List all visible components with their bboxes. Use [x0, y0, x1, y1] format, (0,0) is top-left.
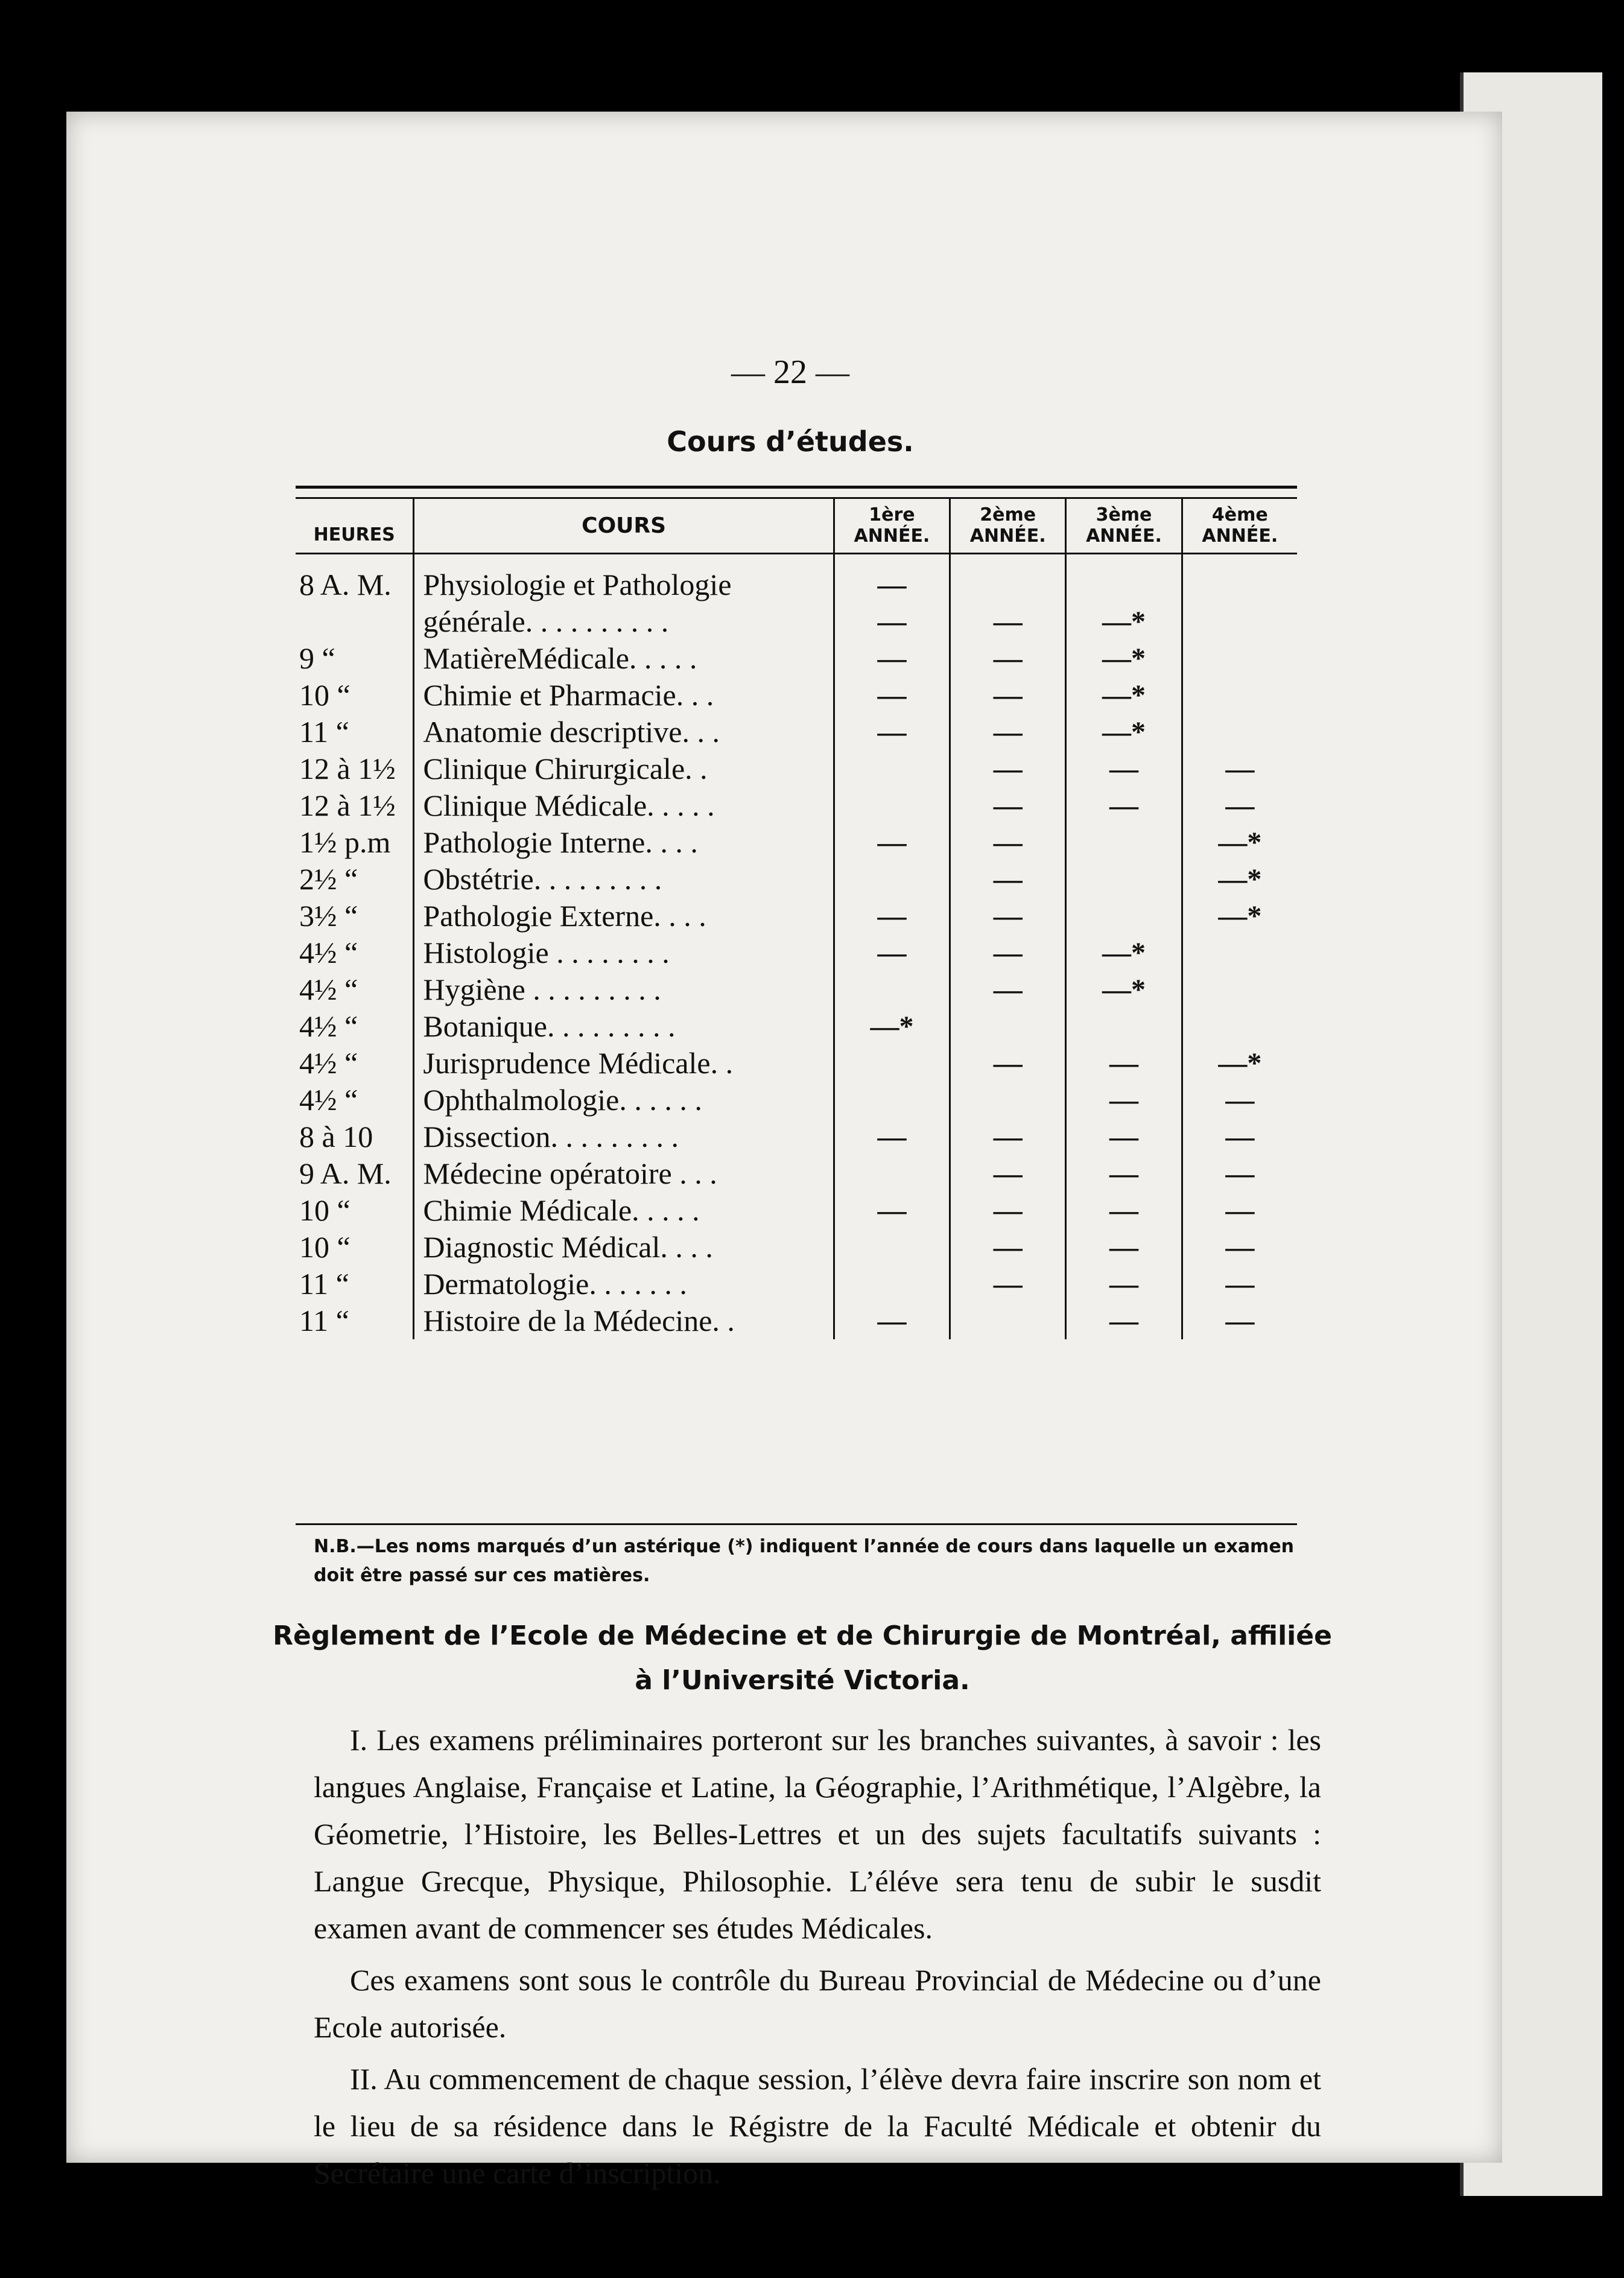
- year-4-cell: —: [1182, 1302, 1297, 1339]
- cours-cell: Pathologie Externe. . . .: [414, 898, 834, 934]
- year-4-cell: —: [1182, 1118, 1297, 1155]
- year-4-cell: —: [1182, 1192, 1297, 1229]
- year-2-cell: —: [950, 1045, 1066, 1082]
- year-1-cell: —: [834, 603, 950, 640]
- heure-cell: [296, 603, 414, 640]
- paragraph: II. Au commencement de chaque session, l’élève devra faire inscrire son nom et le lieu de sa résidence dans le Régistre de la Faculté Médicale et obtenir du Secrétaire une carte d’inscription.: [314, 2062, 1321, 2190]
- header-year-4: 4ème ANNÉE.: [1182, 499, 1297, 554]
- cours-cell: Anatomie descriptive. . .: [414, 714, 834, 750]
- year-3-cell: —*: [1066, 971, 1182, 1008]
- heure-cell: 11 “: [299, 1304, 349, 1337]
- table-row: [296, 714, 1297, 750]
- cours-cell: Clinique Chirurgicale. .: [414, 750, 834, 787]
- heure-cell: 1½ p.m: [299, 825, 391, 859]
- year-2-cell: —: [950, 1229, 1066, 1266]
- heure-cell: 10 “: [299, 678, 350, 712]
- year-2-cell: —: [950, 750, 1066, 787]
- year-2-cell: [950, 1302, 1066, 1339]
- year-4-cell: [1182, 971, 1297, 1008]
- year-3-cell: [1066, 554, 1182, 604]
- year-1-cell: [834, 1082, 950, 1118]
- year-4-cell: [1182, 640, 1297, 677]
- year-1-cell: —: [834, 714, 950, 750]
- year-3-cell: —: [1066, 1155, 1182, 1192]
- year-1-cell: —: [834, 677, 950, 714]
- cours-cell: MatièreMédicale. . . . .: [414, 640, 834, 677]
- cours-cell: Histoire de la Médecine. .: [414, 1302, 834, 1339]
- year-1-cell: [834, 1266, 950, 1302]
- reglement-title: Règlement de l’Ecole de Médecine et de Chirurgie de Montréal, affiliée à l’Université Victoria.: [273, 1620, 1332, 1696]
- year-4-cell: [1182, 677, 1297, 714]
- year-3-cell: —*: [1066, 603, 1182, 640]
- cours-cell: Médecine opératoire . . .: [414, 1155, 834, 1192]
- cours-cell: Chimie et Pharmacie. . .: [414, 677, 834, 714]
- cours-cell: Diagnostic Médical. . . .: [414, 1229, 834, 1266]
- cours-cell: Histologie . . . . . . . .: [414, 934, 834, 971]
- year-1-cell: —: [834, 934, 950, 971]
- table-row: [296, 603, 1297, 640]
- cours-cell: Physiologie et Pathologie: [414, 554, 834, 604]
- heure-cell: 9 “: [299, 641, 335, 675]
- year-1-cell: [834, 787, 950, 824]
- year-2-cell: —: [950, 861, 1066, 898]
- year-2-cell: [950, 1008, 1066, 1045]
- year-4-cell: —: [1182, 787, 1297, 824]
- year-3-cell: [1066, 824, 1182, 861]
- year-4-cell: —: [1182, 1082, 1297, 1118]
- table-row: [296, 640, 1297, 677]
- year-1-cell: [834, 750, 950, 787]
- header-cours: COURS: [414, 499, 834, 554]
- year-3-cell: —*: [1066, 677, 1182, 714]
- year-2-cell: [950, 554, 1066, 604]
- year-4-cell: —: [1182, 750, 1297, 787]
- year-3-cell: —: [1066, 750, 1182, 787]
- year-4-cell: —*: [1182, 861, 1297, 898]
- year-1-cell: —: [834, 898, 950, 934]
- cours-cell: Jurisprudence Médicale. .: [414, 1045, 834, 1082]
- year-4-cell: [1182, 603, 1297, 640]
- table-row: [296, 1229, 1297, 1266]
- table-row: [296, 824, 1297, 861]
- header-year-3: 3ème ANNÉE.: [1066, 499, 1182, 554]
- table-row: [296, 554, 1297, 604]
- table-body: [296, 554, 1297, 1340]
- year-2-cell: —: [950, 603, 1066, 640]
- year-2-cell: —: [950, 898, 1066, 934]
- table-row: [296, 898, 1297, 934]
- year-3-cell: —: [1066, 1302, 1182, 1339]
- year-2-cell: —: [950, 714, 1066, 750]
- year-2-cell: [950, 1082, 1066, 1118]
- year-1-cell: [834, 861, 950, 898]
- year-1-cell: —: [834, 554, 950, 604]
- table-bottom-rule: [296, 1523, 1297, 1525]
- year-1-cell: [834, 1229, 950, 1266]
- table-row: [296, 1302, 1297, 1339]
- year-3-cell: [1066, 861, 1182, 898]
- heure-cell: 2½ “: [299, 862, 358, 896]
- year-2-cell: —: [950, 824, 1066, 861]
- year-4-cell: —*: [1182, 824, 1297, 861]
- table-row: [296, 787, 1297, 824]
- heure-cell: 12 à 1½: [299, 788, 396, 822]
- heure-cell: 12 à 1½: [299, 752, 396, 785]
- nota-bene: N.B.—Les noms marqués d’un astérique (*) indiquent l’année de cours dans laquelle un examen doit être passé sur ces matières.: [314, 1536, 1295, 1586]
- table-row: [296, 1045, 1297, 1082]
- year-4-cell: —: [1182, 1155, 1297, 1192]
- year-4-cell: [1182, 714, 1297, 750]
- table-row: [296, 1118, 1297, 1155]
- table-row: [296, 934, 1297, 971]
- year-1-cell: —: [834, 1192, 950, 1229]
- course-schedule-table: [296, 499, 1297, 1339]
- heure-cell: 9 A. M.: [299, 1156, 392, 1190]
- paragraph: Ces examens sont sous le contrôle du Bureau Provincial de Médecine ou d’une Ecole autorisée.: [314, 1963, 1321, 2044]
- heure-cell: 4½ “: [299, 1046, 358, 1080]
- year-2-cell: —: [950, 1266, 1066, 1302]
- year-3-cell: —: [1066, 1192, 1182, 1229]
- year-2-cell: —: [950, 677, 1066, 714]
- title-rule: [296, 486, 1297, 499]
- year-2-cell: —: [950, 971, 1066, 1008]
- year-2-cell: —: [950, 787, 1066, 824]
- cours-cell: Hygiène . . . . . . . . .: [414, 971, 834, 1008]
- body-text: [314, 1716, 1321, 2197]
- heure-cell: 11 “: [299, 715, 349, 749]
- cours-cell: Botanique. . . . . . . . .: [414, 1008, 834, 1045]
- year-3-cell: —: [1066, 1082, 1182, 1118]
- heure-cell: 8 à 10: [299, 1120, 373, 1153]
- table-row: [296, 1155, 1297, 1192]
- heure-cell: 10 “: [299, 1193, 350, 1227]
- table-row: [296, 1266, 1297, 1302]
- year-1-cell: —: [834, 824, 950, 861]
- header-year-1: 1ère ANNÉE.: [834, 499, 950, 554]
- table-header-row: [296, 499, 1297, 554]
- year-3-cell: [1066, 898, 1182, 934]
- year-1-cell: —*: [834, 1008, 950, 1045]
- year-3-cell: —: [1066, 1118, 1182, 1155]
- heure-cell: 4½ “: [299, 1083, 358, 1117]
- table-row: [296, 750, 1297, 787]
- heure-cell: 4½ “: [299, 936, 358, 969]
- table-row: [296, 971, 1297, 1008]
- year-1-cell: [834, 1155, 950, 1192]
- heure-cell: 4½ “: [299, 1009, 358, 1043]
- heure-cell: 8 A. M.: [299, 568, 392, 601]
- page-number: — 22 —: [731, 354, 849, 391]
- cours-cell: Obstétrie. . . . . . . . .: [414, 861, 834, 898]
- year-4-cell: —*: [1182, 898, 1297, 934]
- year-1-cell: —: [834, 640, 950, 677]
- heure-cell: 11 “: [299, 1267, 349, 1301]
- page-title: Cours d’études.: [667, 425, 914, 458]
- table-row: [296, 861, 1297, 898]
- year-3-cell: —*: [1066, 640, 1182, 677]
- year-3-cell: [1066, 1008, 1182, 1045]
- year-2-cell: —: [950, 1155, 1066, 1192]
- heure-cell: 4½ “: [299, 972, 358, 1006]
- year-2-cell: —: [950, 934, 1066, 971]
- table-row: [296, 1082, 1297, 1118]
- year-1-cell: [834, 1045, 950, 1082]
- year-3-cell: —*: [1066, 714, 1182, 750]
- cours-cell: Dermatologie. . . . . . .: [414, 1266, 834, 1302]
- year-1-cell: —: [834, 1302, 950, 1339]
- year-3-cell: —: [1066, 787, 1182, 824]
- table-row: [296, 1192, 1297, 1229]
- year-4-cell: —: [1182, 1266, 1297, 1302]
- year-2-cell: —: [950, 1192, 1066, 1229]
- cours-cell: Dissection. . . . . . . . .: [414, 1118, 834, 1155]
- year-3-cell: —: [1066, 1266, 1182, 1302]
- year-4-cell: —: [1182, 1229, 1297, 1266]
- cours-cell: Pathologie Interne. . . .: [414, 824, 834, 861]
- year-4-cell: [1182, 554, 1297, 604]
- heure-cell: 10 “: [299, 1230, 350, 1264]
- paragraph: I. Les examens préliminaires porteront sur les branches suivantes, à savoir : les langues Anglaise, Française et Latine, la Géographie, l’Arithmétique, l’Algèbre, la Géometrie, l’Histoire, les Belles-Lettres et un des sujets facultatifs suivants : Langue Grecque, Physique, Philosophie. L’éléve sera tenu de subir le susdit examen avant de commencer ses études Médicales.: [314, 1723, 1321, 1945]
- year-3-cell: —*: [1066, 934, 1182, 971]
- year-4-cell: —*: [1182, 1045, 1297, 1082]
- cours-cell: Clinique Médicale. . . . .: [414, 787, 834, 824]
- year-2-cell: —: [950, 640, 1066, 677]
- year-1-cell: —: [834, 1118, 950, 1155]
- header-heures: HEURES: [296, 499, 414, 554]
- header-year-2: 2ème ANNÉE.: [950, 499, 1066, 554]
- year-3-cell: —: [1066, 1229, 1182, 1266]
- year-2-cell: —: [950, 1118, 1066, 1155]
- cours-cell: générale. . . . . . . . . .: [414, 603, 834, 640]
- year-1-cell: [834, 971, 950, 1008]
- table-row: [296, 1008, 1297, 1045]
- heure-cell: 3½ “: [299, 899, 358, 933]
- year-4-cell: [1182, 934, 1297, 971]
- table-row: [296, 677, 1297, 714]
- cours-cell: Chimie Médicale. . . . .: [414, 1192, 834, 1229]
- year-4-cell: [1182, 1008, 1297, 1045]
- document-page: [66, 112, 1502, 2190]
- cours-cell: Ophthalmologie. . . . . .: [414, 1082, 834, 1118]
- year-3-cell: —: [1066, 1045, 1182, 1082]
